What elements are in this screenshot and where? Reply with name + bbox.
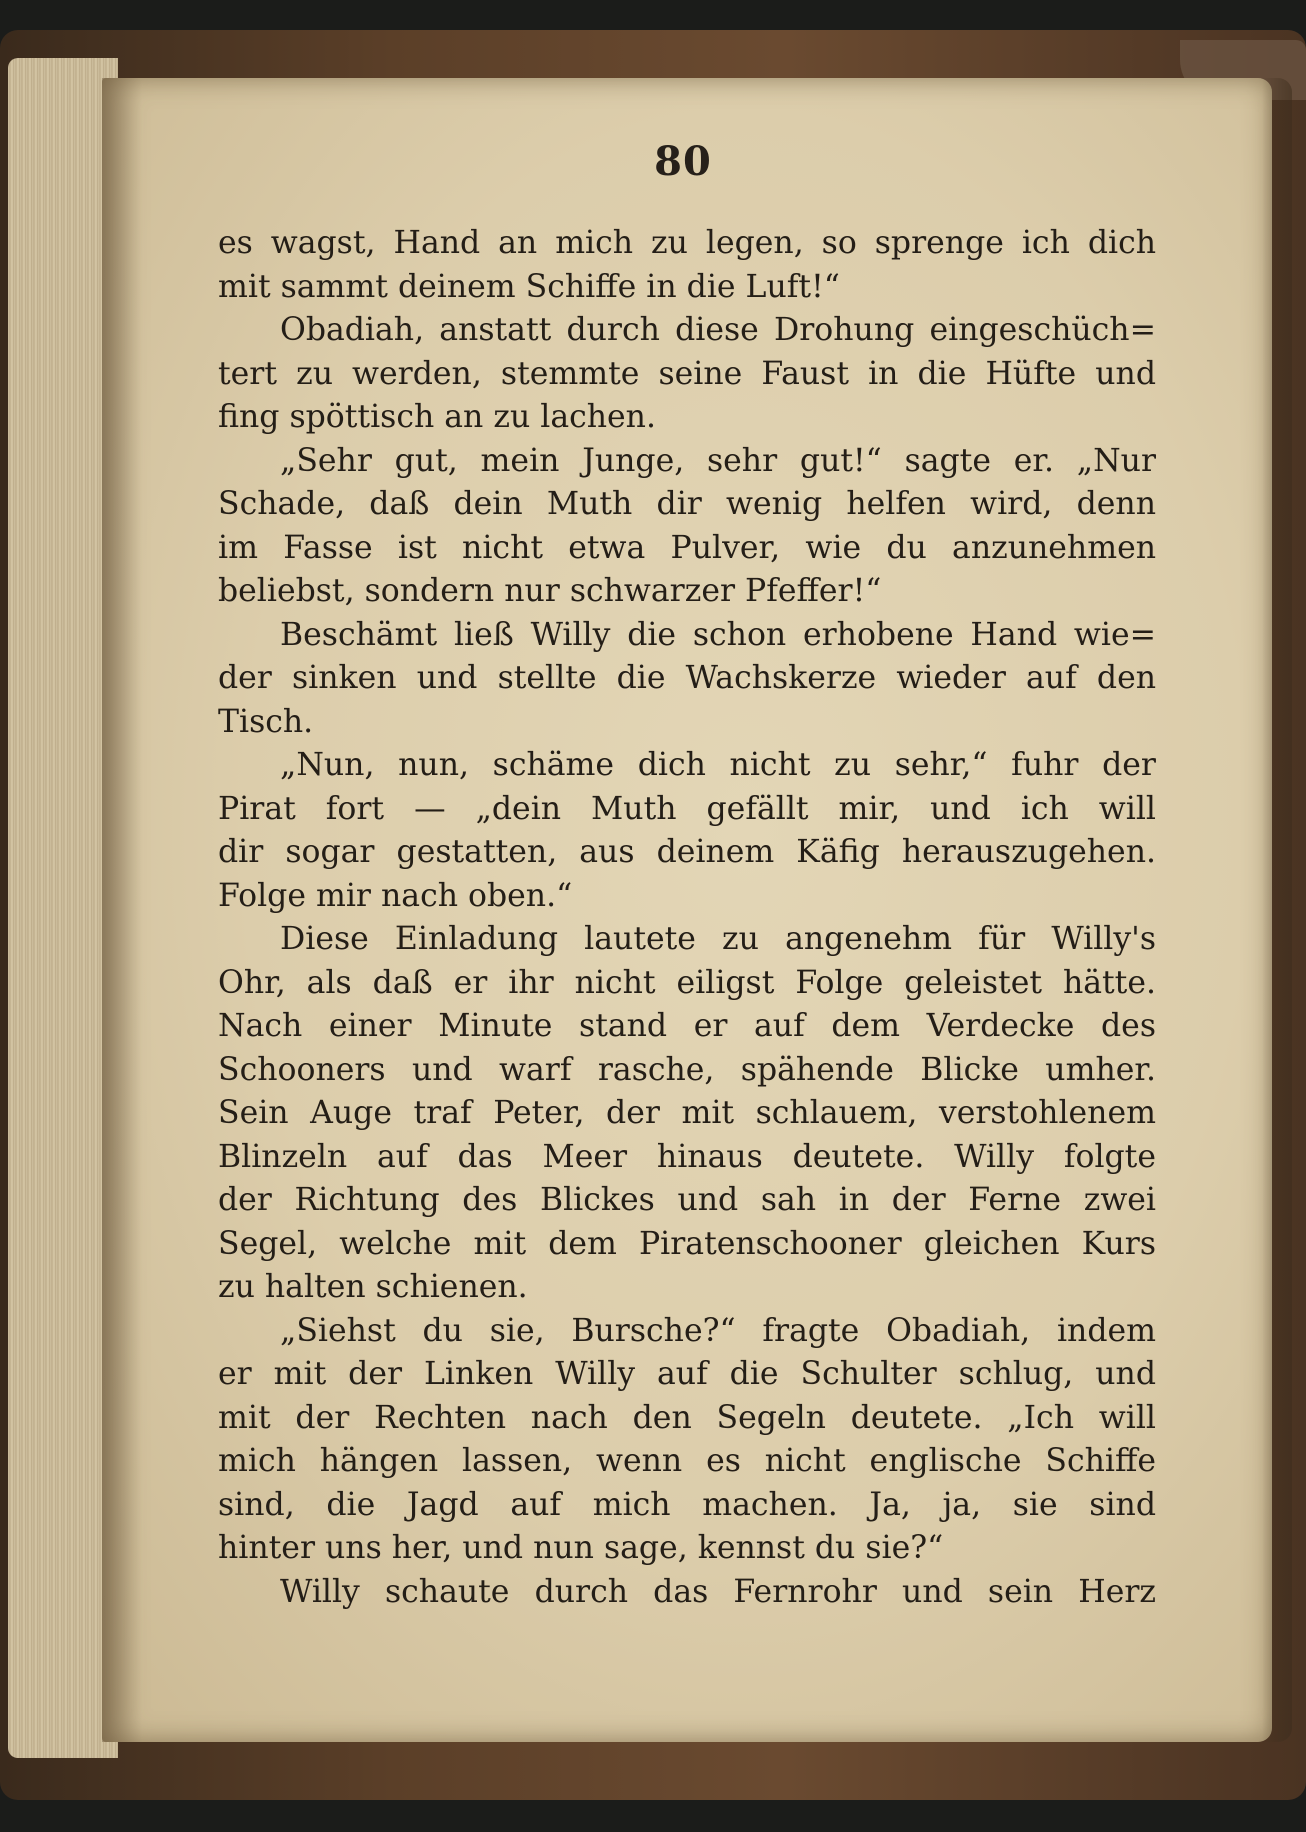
text-line: dir sogar gestatten, aus deinem Käfig herauszugehen. xyxy=(218,834,1156,870)
text-line: der sinken und stellte die Wachskerze wieder auf den xyxy=(218,660,1156,696)
text-line: Nach einer Minute stand er auf dem Verdecke des xyxy=(218,1008,1156,1044)
text-line: Folge mir nach oben.“ xyxy=(218,877,573,914)
text-line: Schooners und warf rasche, spähende Blicke umher. xyxy=(218,1051,1156,1088)
text-line: mit sammt deinem Schiffe in die Luft!“ xyxy=(218,268,840,305)
text-line: Diese Einladung lautete zu angenehm für Willy's xyxy=(280,921,1156,957)
text-line: Willy schaute durch das Fernrohr und sein Herz xyxy=(280,1573,1156,1610)
text-line: er mit der Linken Willy auf die Schulter schlug, und xyxy=(218,1356,1156,1392)
text-line: Blinzeln auf das Meer hinaus deutete. Willy folgte xyxy=(218,1138,1156,1175)
text-line: „Siehst du sie, Bursche?“ fragte Obadiah, indem xyxy=(280,1312,1156,1349)
text-line: „Sehr gut, mein Junge, sehr gut!“ sagte er. „Nur xyxy=(280,442,1156,479)
text-line: „Nun, nun, schäme dich nicht zu sehr,“ fuhr der xyxy=(280,747,1156,783)
text-line: hinter uns her, und nun sage, kennst du sie?“ xyxy=(218,1530,944,1566)
text-line: Pirat fort — „dein Muth gefällt mir, und ich will xyxy=(218,790,1156,827)
text-line: es wagst, Hand an mich zu legen, so sprenge ich dich xyxy=(218,225,1156,261)
text-line: Schade, daß dein Muth dir wenig helfen wird, denn xyxy=(218,486,1156,522)
text-line: beliebst, sondern nur schwarzer Pfeffer!“ xyxy=(218,573,882,609)
text-line: mit der Rechten nach den Segeln deutete. „Ich will xyxy=(218,1399,1156,1436)
text-line: Obadiah, anstatt durch diese Drohung eingeschüch= xyxy=(280,312,1156,348)
text-line: Sein Auge traf Peter, der mit schlauem, verstohlenem xyxy=(218,1095,1156,1131)
text-line: Segel, welche mit dem Piratenschooner gleichen Kurs xyxy=(218,1225,1156,1262)
gutter-shadow xyxy=(102,78,142,1742)
text-line: der Richtung des Blickes und sah in der Ferne zwei xyxy=(218,1182,1156,1218)
text-line: Ohr, als daß er ihr nicht eiligst Folge geleistet hätte. xyxy=(218,964,1156,1001)
text-line: sind, die Jagd auf mich machen. Ja, ja, sie sind xyxy=(218,1486,1156,1523)
text-line: mich hängen lassen, wenn es nicht englische Schiffe xyxy=(218,1443,1156,1479)
page-text xyxy=(218,222,1156,1614)
text-line: tert zu werden, stemmte seine Faust in die Hüfte und xyxy=(218,355,1156,392)
text-line: im Fasse ist nicht etwa Pulver, wie du anzunehmen xyxy=(218,529,1156,566)
text-line: fing spöttisch an zu lachen. xyxy=(218,399,656,435)
text-line: Tisch. xyxy=(218,703,314,740)
text-line: Beschämt ließ Willy die schon erhobene Hand wie= xyxy=(280,616,1156,653)
text-line: zu halten schienen. xyxy=(218,1269,528,1305)
page-number: 80 xyxy=(654,138,712,185)
page-right-edge xyxy=(1262,78,1292,1742)
